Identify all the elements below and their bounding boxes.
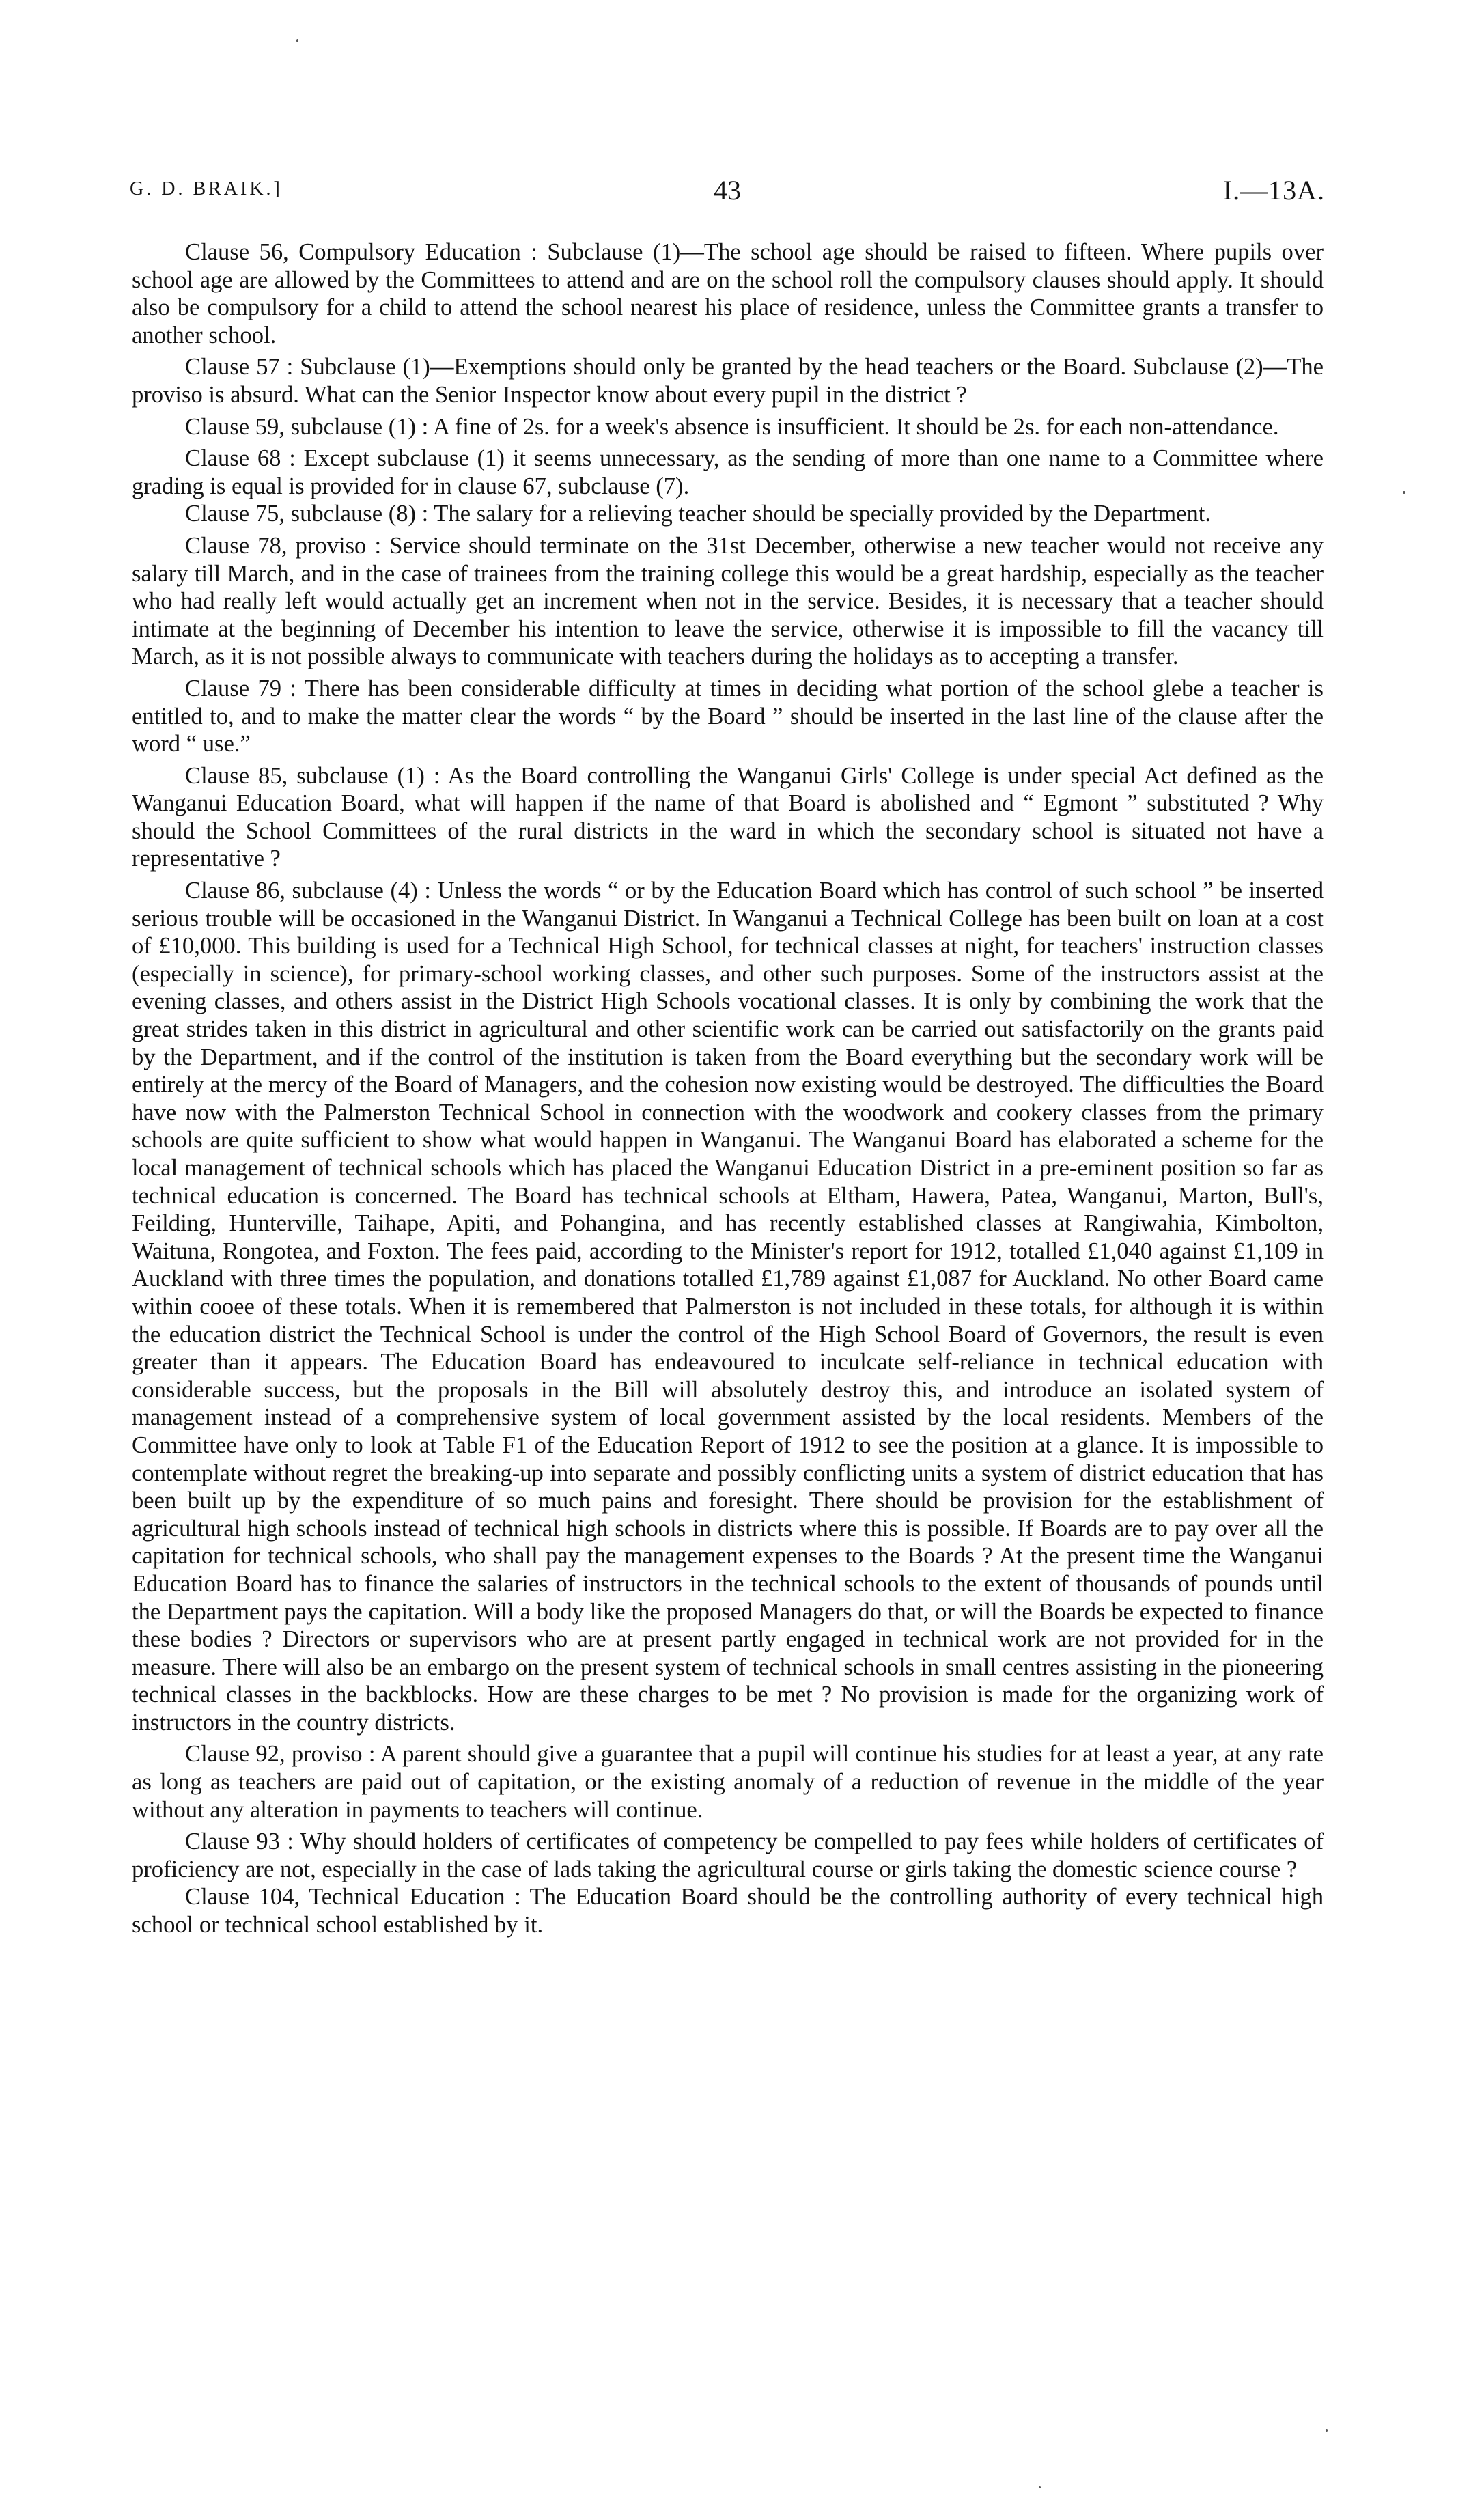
paragraph-clause-59: Clause 59, subclause (1) : A fine of 2s. for a week's absence is insufficient. It should be 2s. for each non-attendance. xyxy=(185,413,1279,440)
paragraph-clause-75: Clause 75, subclause (8) : The salary for a relieving teacher should be specially provided by the Department. xyxy=(185,501,1212,527)
paragraph-clause-86: Clause 86, subclause (4) : Unless the words “ or by the Education Board which has control of such school ” be inserted serious trouble will be occasioned in the Wanganui District. In Wanganui a Technical College has been built on loan at a cost of £10,000. This building is used for a Technical High School, for technical classes at night, for teachers' instruction classes (especially in science), for primary-school working classes, and other such purposes. Some of the instructors assist at the evening classes, and others assist in the District High Schools vocational classes. It is only by combining the work that the great strides taken in this district in agricultural and other scientific work can be carried out satisfactorily on the grants paid by the Department, and if the control of the institution is taken from the Board everything but the secondary work will be entirely at the mercy of the Board of Managers, and the cohesion now existing would be destroyed. The difficulties the Board have now with the Palmerston Technical School in connection with the woodwork and cookery classes from the primary schools are quite sufficient to show what would happen in Wanganui. The Wanganui Board has elaborated a scheme for the local management of technical schools which has placed the Wanganui Education District in a pre-eminent position so far as technical education is concerned. The Board has technical schools at Eltham, Hawera, Patea, Wanganui, Marton, Bull's, Feilding, Hunterville, Taihape, Apiti, and Pohangina, and has recently established classes at Rangiwahia, Kimbolton, Waituna, Rongotea, and Foxton. The fees paid, according to the Minister's report for 1912, totalled £1,040 against £1,109 in Auckland with three times the population, and donations totalled £1,789 against £1,087 for Auckland. No other Board came within cooee of these totals. When it is remembered that Palmerston is not included in these totals, for although it is within the education district the Technical School is under the control of the High School Board of Governors, the result is even greater than it appears. The Education Board has endeavoured to inculcate self-reliance in technical education with considerable success, but the proposals in the Bill will absolutely destroy this, and introduce an isolated system of management instead of a comprehensive system of local government assisted by the local residents. Members of the Committee have only to look at Table F1 of the Education Report of 1912 to see the position at a glance. It is impossible to contemplate without regret the breaking-up into separate and possibly conflicting units a system of district education that has been built up by the expenditure of so much pains and foresight. There should be provision for the establishment of agricultural high schools instead of technical high schools in districts where this is possible. If Boards are to pay over all the capitation for technical schools, who shall pay the management expenses to the Boards ? At the present time the Wanganui Education Board has to finance the salaries of instructors in the technical schools to the extent of thousands of pounds until the Department pays the capitation. Will a body like the proposed Managers do that, or will the Boards be expected to finance these bodies ? Directors or supervisors who are at present partly engaged in technical work are not provided for in the measure. There will also be an embargo on the present system of technical schools in small centres assisting in the pioneering technical classes in the backblocks. How are these charges to be met ? No provision is made for the organizing work of instructors in the country districts. xyxy=(132,878,1324,1736)
paragraph-clause-92: Clause 92, proviso : A parent should give a guarantee that a pupil will continue his studies for at least a year, at any rate as long as teachers are paid out of capitation, or the existing anomaly of a reduction of revenue in the middle of the year without any alteration in payments to teachers will continue. xyxy=(132,1741,1324,1823)
paragraph-clause-78: Clause 78, proviso : Service should terminate on the 31st December, otherwise a new teacher would not receive any salary till March, and in the case of trainees from the training college this would be a great hardship, especially as the teacher who had really left would actually get an increment when not in the service. Besides, it is necessary that a teacher should intimate at the beginning of December his intention to leave the service, otherwise it is impossible to fill the vacancy till March, as it is not possible always to communicate with teachers during the holidays as to accepting a transfer. xyxy=(132,532,1324,670)
page-number: 43 xyxy=(714,175,741,206)
header-author: G. D. BRAIK.] xyxy=(130,178,283,199)
scan-speck xyxy=(1403,491,1405,494)
body-text xyxy=(132,238,1324,1939)
paragraph-clause-104: Clause 104, Technical Education : The Education Board should be the controlling authority of every technical high school or technical school established by it. xyxy=(132,1884,1324,1938)
running-header xyxy=(130,174,1325,215)
scan-speck xyxy=(1326,2429,1328,2432)
scan-speck xyxy=(296,39,298,42)
paragraph-clause-79: Clause 79 : There has been considerable difficulty at times in deciding what portion of the school glebe a teacher is entitled to, and to make the matter clear the words “ by the Board ” should be inserted in the last line of the clause after the word “ use.” xyxy=(132,675,1324,757)
paragraph-clause-57: Clause 57 : Subclause (1)—Exemptions should only be granted by the head teachers or the Board. Subclause (2)—The proviso is absurd. What can the Senior Inspector know about every pupil in the district ? xyxy=(132,354,1324,408)
paragraph-clause-56: Clause 56, Compulsory Education : Subclause (1)—The school age should be raised to fifteen. Where pupils over school age are allowed by the Committees to attend and are on the school roll the compulsory clauses should apply. It should also be compulsory for a child to attend the school nearest his place of residence, unless the Committee grants a transfer to another school. xyxy=(132,239,1324,348)
scan-speck xyxy=(1039,2486,1041,2488)
paper-reference: I.—13A. xyxy=(1222,175,1325,206)
paragraph-clause-68: Clause 68 : Except subclause (1) it seems unnecessary, as the sending of more than one name to a Committee where grading is equal is provided for in clause 67, subclause (7). xyxy=(132,445,1324,499)
paragraph-clause-85: Clause 85, subclause (1) : As the Board controlling the Wanganui Girls' College is under special Act defined as the Wanganui Education Board, what will happen if the name of that Board is abolished and “ Egmont ” substituted ? Why should the School Committees of the rural districts in the ward in which the secondary school is situated not have a representative ? xyxy=(132,762,1324,872)
paragraph-clause-93: Clause 93 : Why should holders of certificates of competency be compelled to pay fees while holders of certificates of proficiency are not, especially in the case of lads taking the agricultural course or girls taking the domestic science course ? xyxy=(132,1828,1324,1882)
